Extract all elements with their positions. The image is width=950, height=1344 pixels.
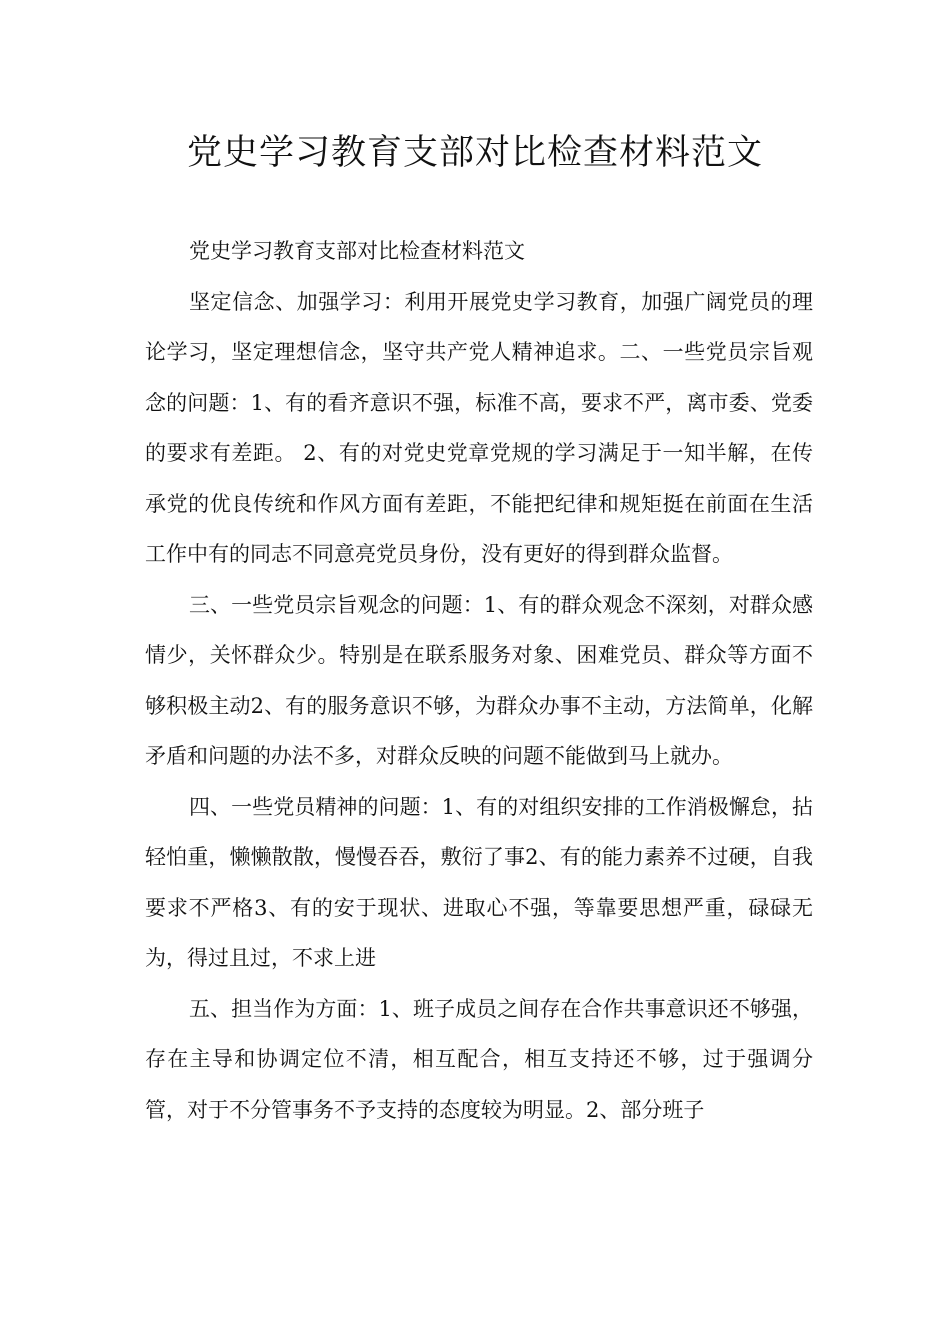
document-title: 党史学习教育支部对比检查材料范文 <box>186 133 763 173</box>
paragraph-2: 三、一些党员宗旨观念的问题：1、有的群众观念不深刻，对群众感情少，关怀群众少。特别是在联系服务对象、困难党员、群众等方面不够积极主动2、有的服务意识不够，为群众办事不主动，方法简单，化解矛盾和问题的办法不多，对群众反映的问题不能做到马上就办。 <box>145 592 813 768</box>
paragraph-4: 五、担当作为方面：1、班子成员之间存在合作共事意识还不够强，存在主导和协调定位不清，相互配合，相互支持还不够，过于强调分管，对于不分管事务不予支持的态度较为明显。2、部分班子 <box>145 996 813 1122</box>
paragraph-subtitle: 党史学习教育支部对比检查材料范文 <box>189 239 525 263</box>
document-body <box>145 226 813 1135</box>
paragraph-3: 四、一些党员精神的问题：1、有的对组织安排的工作消极懈怠，拈轻怕重，懒懒散散，慢慢吞吞，敷衍了事2、有的能力素养不过硬，自我要求不严格3、有的安于现状、进取心不强，等靠要思想严重，碌碌无为，得过且过，不求上进 <box>145 794 813 970</box>
paragraph-1: 坚定信念、加强学习：利用开展党史学习教育，加强广阔党员的理论学习，坚定理想信念，坚守共产党人精神追求。二、一些党员宗旨观念的问题：1、有的看齐意识不强，标准不高，要求不严，离市委、党委的要求有差距。 2、有的对党史党章党规的学习满足于一知半解，在传承党的优良传统和作风方面有差距，不能把纪律和规矩挺在前面在生活工作中有的同志不同意亮党员身份，没有更好的得到群众监督。 <box>145 289 813 566</box>
